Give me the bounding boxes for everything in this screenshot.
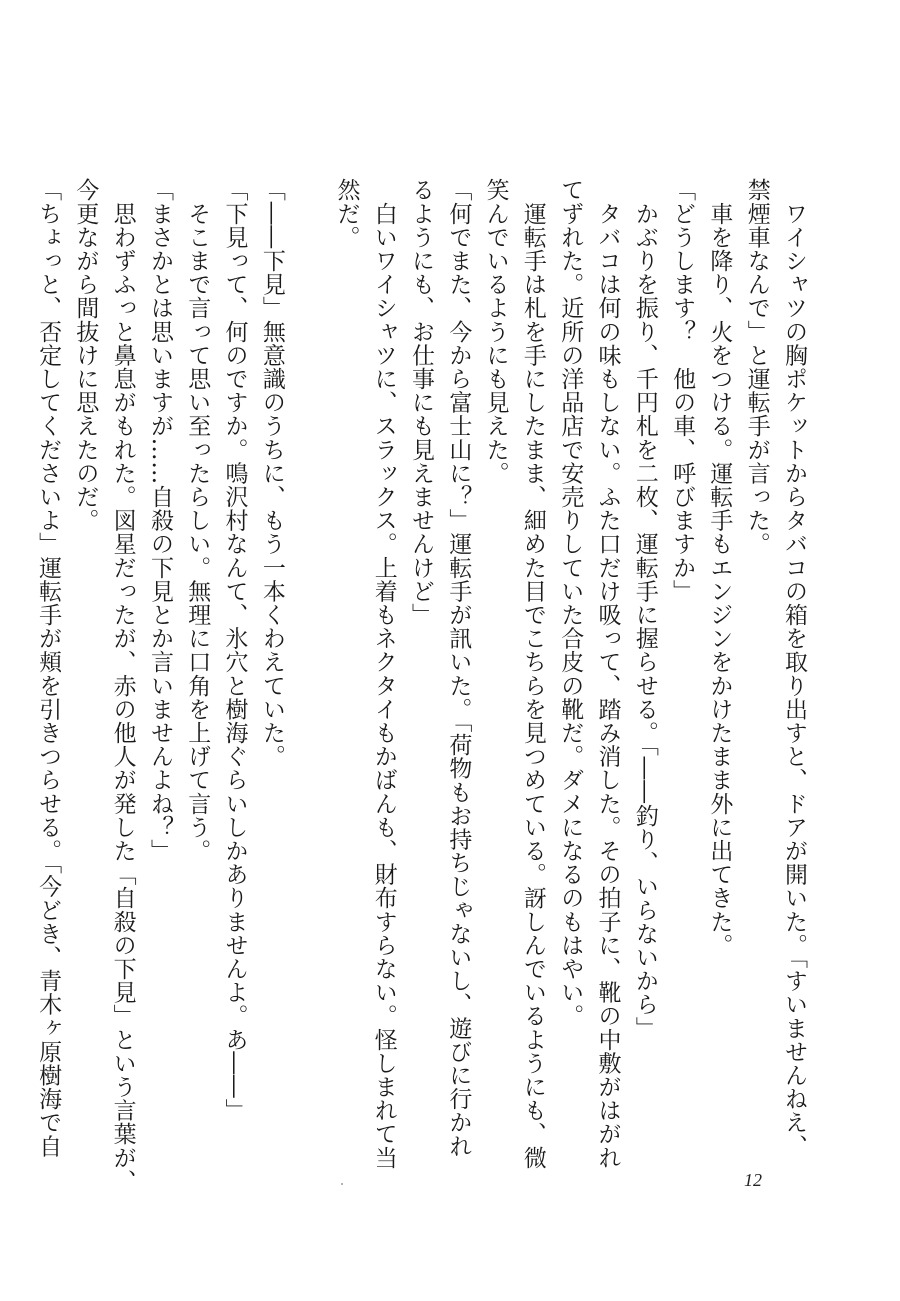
page-number: 12	[744, 1170, 762, 1190]
text-line: かぶりを振り、千円札を二枚、運転手に握らせる。「――釣り、いらないから」	[631, 178, 658, 1040]
text-line: 車を降り、火をつける。運転手もエンジンをかけたまま外に出てきた。	[706, 178, 733, 957]
text-line: 「――下見」無意識のうちに、もう一本くわえていた。	[258, 178, 285, 768]
text-line: 思わずふっと鼻息がもれた。図星だったが、赤の他人が発した「自殺の下見」という言葉が、	[109, 178, 136, 1193]
text-line: るようにも、お仕事にも見えませんけど」	[408, 178, 435, 627]
text-line: ワイシャツの胸ポケットからタバコの箱を取り出すと、ドアが開いた。「すいませんねえ、	[781, 178, 807, 1158]
text-line: 運転手は札を手にしたまま、細めた目でこちらを見つめている。訝しんでいるようにも、微	[519, 178, 546, 1170]
text-line: そこまで言って思い至ったらしい。無理に口角を上げて言う。	[184, 178, 211, 863]
text-line: 「どうします？ 他の車、呼びますか」	[669, 178, 696, 603]
text-line: 「ちょっと、否定してくださいよ」運転手が頬を引きつらせる。「今どき、青木ヶ原樹海で自	[35, 178, 62, 1158]
text-line: 「下見って、何のですか。鳴沢村なんて、氷穴と樹海ぐらいしかありませんよ。あ――」	[221, 178, 248, 1122]
text-line: タバコは何の味もしない。ふた口だけ吸って、踏み消した。その拍子に、靴の中敷がはがれ	[594, 178, 621, 1170]
scan-speck	[341, 1183, 343, 1185]
text-line: 「まさかとは思いますが……自殺の下見とか言いませんよね？」	[146, 178, 173, 863]
text-line: 「何でまた、今から富士山に？」運転手が訊いた。「荷物もお持ちじゃないし、遊びに行かれ	[445, 178, 472, 1158]
text-line: てずれた。近所の洋品店で安売りしていた合皮の靴だ。ダメになるのもはやい。	[557, 178, 584, 1028]
text-line: 白いワイシャツに、スラックス。上着もネクタイもかばんも、財布すらない。怪しまれて当	[370, 178, 397, 1170]
text-line: 笑んでいるようにも見えた。	[482, 178, 509, 485]
text-line: 今更ながら間抜けに思えたのだ。	[72, 178, 99, 532]
text-line: 然だ。	[333, 178, 360, 249]
text-line: 禁煙車なんで」と運転手が言った。	[743, 178, 770, 556]
blank-line	[290, 178, 327, 1138]
